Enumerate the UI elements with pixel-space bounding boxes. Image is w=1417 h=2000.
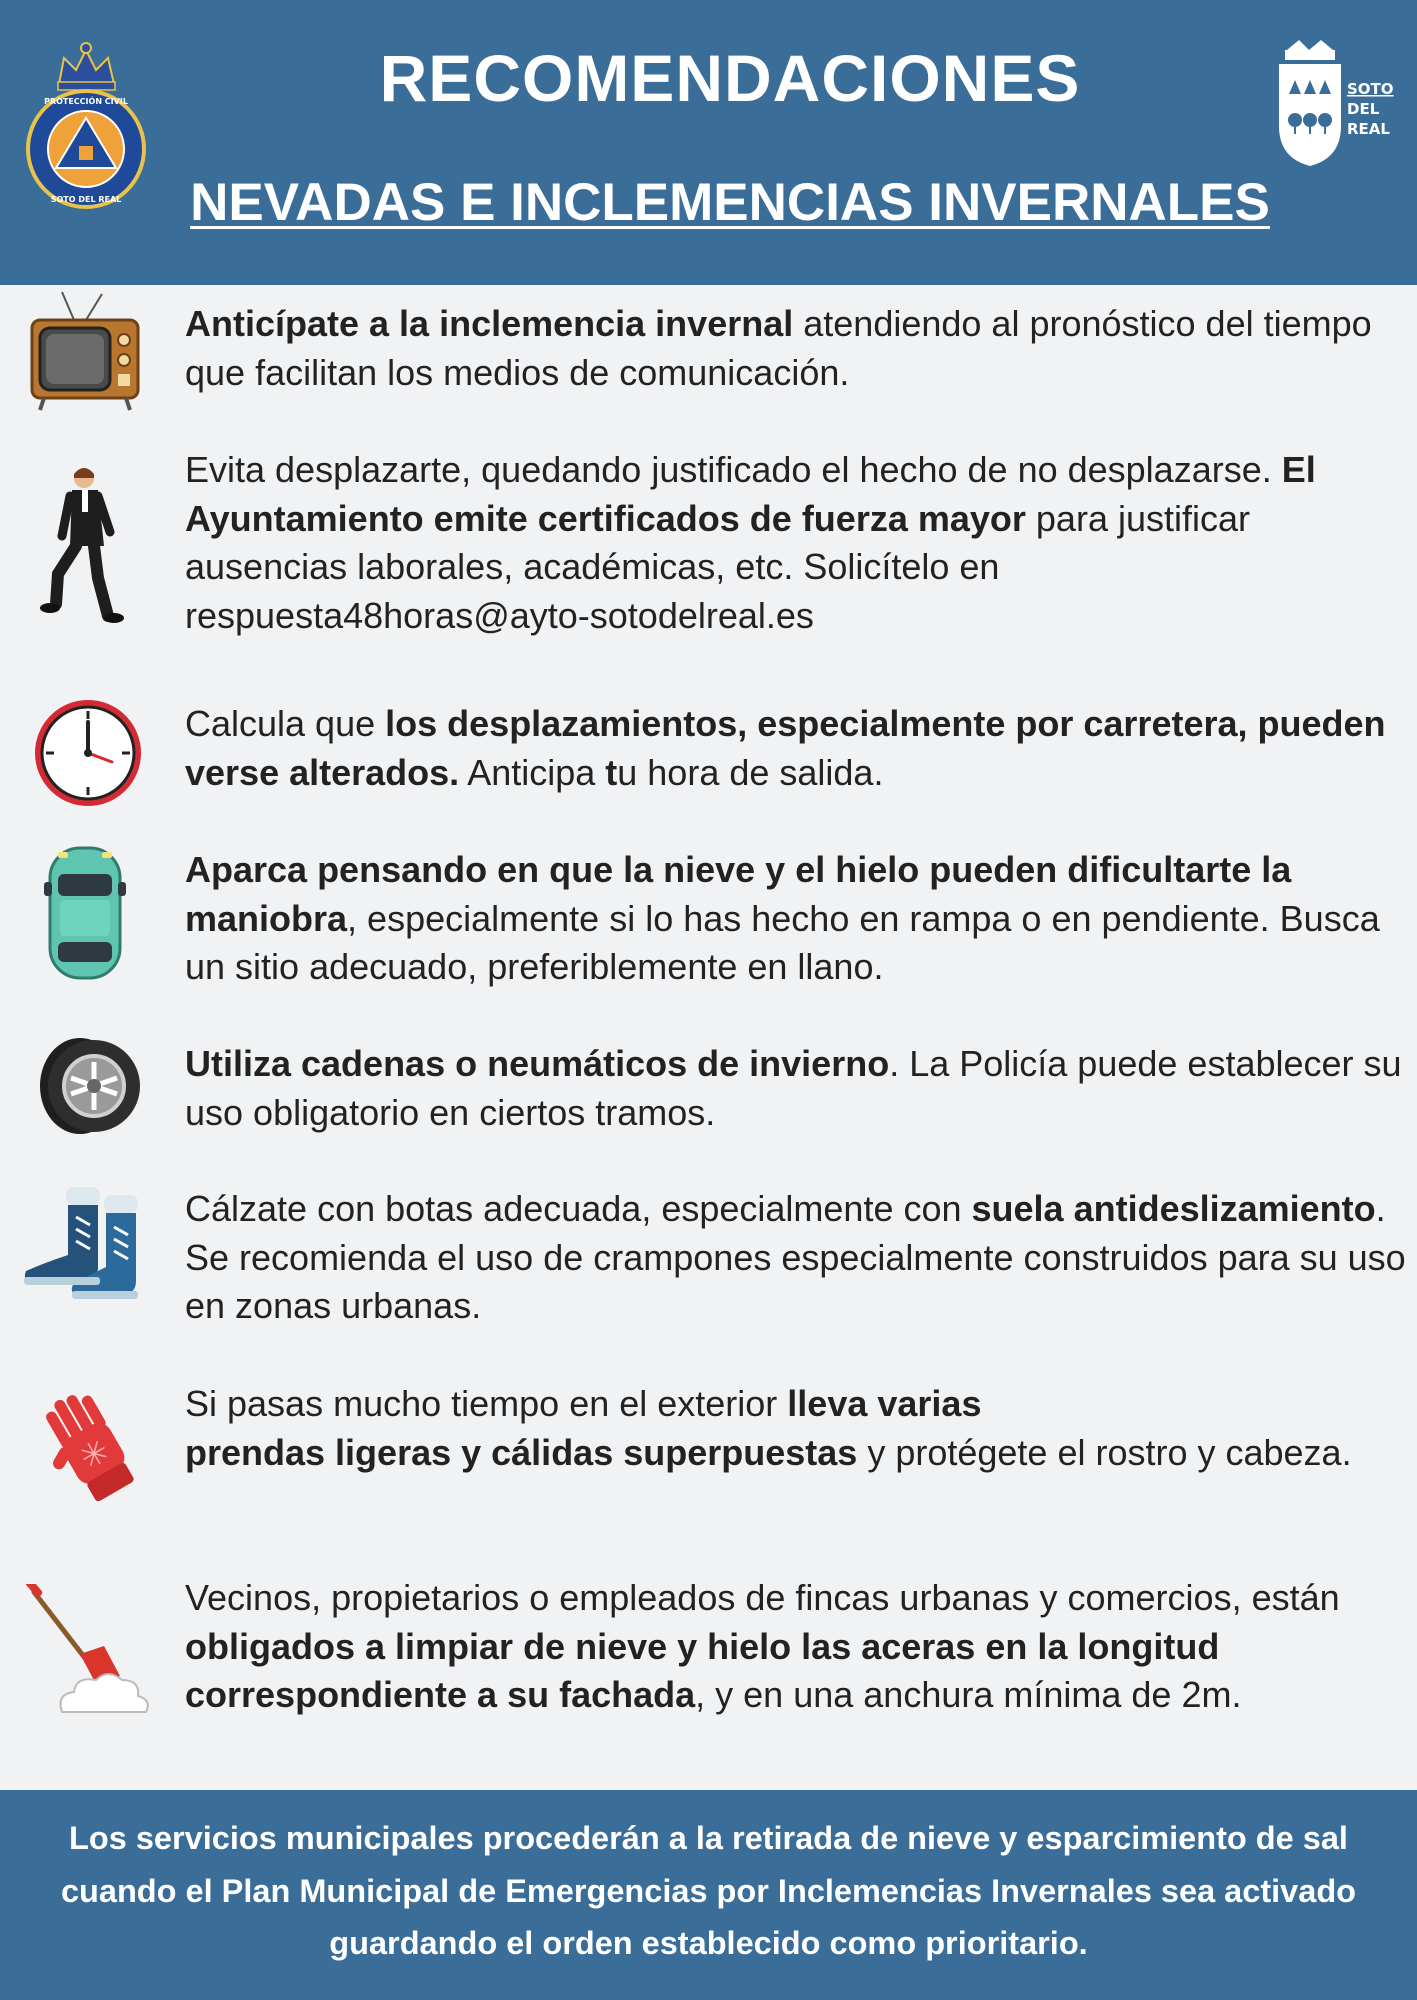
body-text: Cálzate con botas adecuada, especialmente con [185, 1188, 972, 1229]
car-icon [22, 844, 152, 974]
recommendation-text [185, 700, 1410, 797]
page-title: RECOMENDACIONES [379, 41, 1081, 115]
body-text: Vecinos, propietarios o empleados de fincas urbanas y comercios, están [185, 1577, 1340, 1618]
body-text: . Se recomienda el uso de crampones especialmente construidos para su uso en zonas urbanas. [185, 1188, 1406, 1326]
svg-text:REAL: REAL [1347, 120, 1390, 138]
emphasis-text: Aparca pensando en que la nieve y el hielo pueden dificultarte la maniobra [185, 849, 1292, 939]
svg-text:DEL: DEL [1347, 100, 1380, 118]
emphasis-text: los desplazamientos, especialmente por carretera, pueden verse alterados. [185, 703, 1386, 793]
emphasis-text: El Ayuntamiento emite certificados de fuerza mayor [185, 449, 1316, 539]
body-text: u hora de salida. [617, 751, 884, 793]
recommendation-text [185, 300, 1410, 397]
footer-text: Los servicios municipales procederán a la retirada de nieve y esparcimiento de sal cuando el Plan Municipal de Emergencias por Inclemencias Invernales sea activado guardando el orden establecido como prioritario. [60, 1820, 1357, 1961]
snow-shovel-icon [22, 1584, 152, 1714]
body-text: para justificar ausencias laborales, académicas, etc. Solicítelo en respuesta48horas@ayto-sotodelreal.es [185, 497, 1250, 636]
body-text: Calcula que [185, 703, 386, 744]
body-text: y protégete el rostro y cabeza. [857, 1431, 1352, 1473]
clock-icon [22, 698, 152, 828]
snow-boots-icon [22, 1185, 152, 1315]
recommendation-text [185, 1040, 1410, 1137]
emphasis-text: t [605, 751, 618, 793]
svg-text:PROTECCIÓN CIVIL: PROTECCIÓN CIVIL [44, 97, 128, 106]
emphasis-text: lleva varias [787, 1383, 982, 1424]
header-banner [0, 0, 1417, 285]
recommendation-text [185, 1574, 1410, 1720]
emphasis-text: Utiliza cadenas o neumáticos de invierno [185, 1043, 890, 1084]
body-text: Evita desplazarte, quedando justificado el hecho de no desplazarse. [185, 449, 1282, 490]
body-text: atendiendo al pronóstico del tiempo que facilitan los medios de comunicación. [185, 303, 1372, 393]
recommendation-text [185, 1380, 1410, 1477]
recommendation-text [185, 446, 1410, 640]
body-text: . La Policía puede establecer su uso obligatorio en ciertos tramos. [185, 1043, 1402, 1133]
svg-text:SOTO DEL REAL: SOTO DEL REAL [50, 195, 122, 204]
body-text: , y en una anchura mínima de 2m. [695, 1674, 1242, 1715]
svg-text:SOTO: SOTO [1347, 80, 1394, 98]
tire-icon [22, 1036, 152, 1166]
walking-man-icon [22, 466, 152, 596]
body-text: , especialmente si lo has hecho en rampa o en pendiente. Busca un sitio adecuado, preferiblemente en llano. [185, 897, 1380, 987]
emphasis-text: Anticípate a la inclemencia invernal [185, 303, 794, 344]
emphasis-text: prendas ligeras y cálidas superpuestas [185, 1431, 858, 1473]
page-subtitle: NEVADAS E INCLEMENCIAS INVERNALES [190, 173, 1270, 232]
footer-banner [0, 1790, 1417, 2000]
emphasis-text: suela antideslizamiento [971, 1188, 1376, 1229]
glove-icon [22, 1390, 152, 1520]
body-text: Si pasas mucho tiempo en el exterior [185, 1383, 788, 1424]
body-text: Anticipa [459, 751, 606, 793]
soto-del-real-shield-icon [1275, 40, 1405, 170]
television-icon [22, 288, 152, 418]
recommendation-text [185, 1185, 1410, 1331]
recommendation-text [185, 846, 1410, 992]
emphasis-text: obligados a limpiar de nieve y hielo las aceras en la longitud correspondiente a su fachada [185, 1625, 1220, 1715]
